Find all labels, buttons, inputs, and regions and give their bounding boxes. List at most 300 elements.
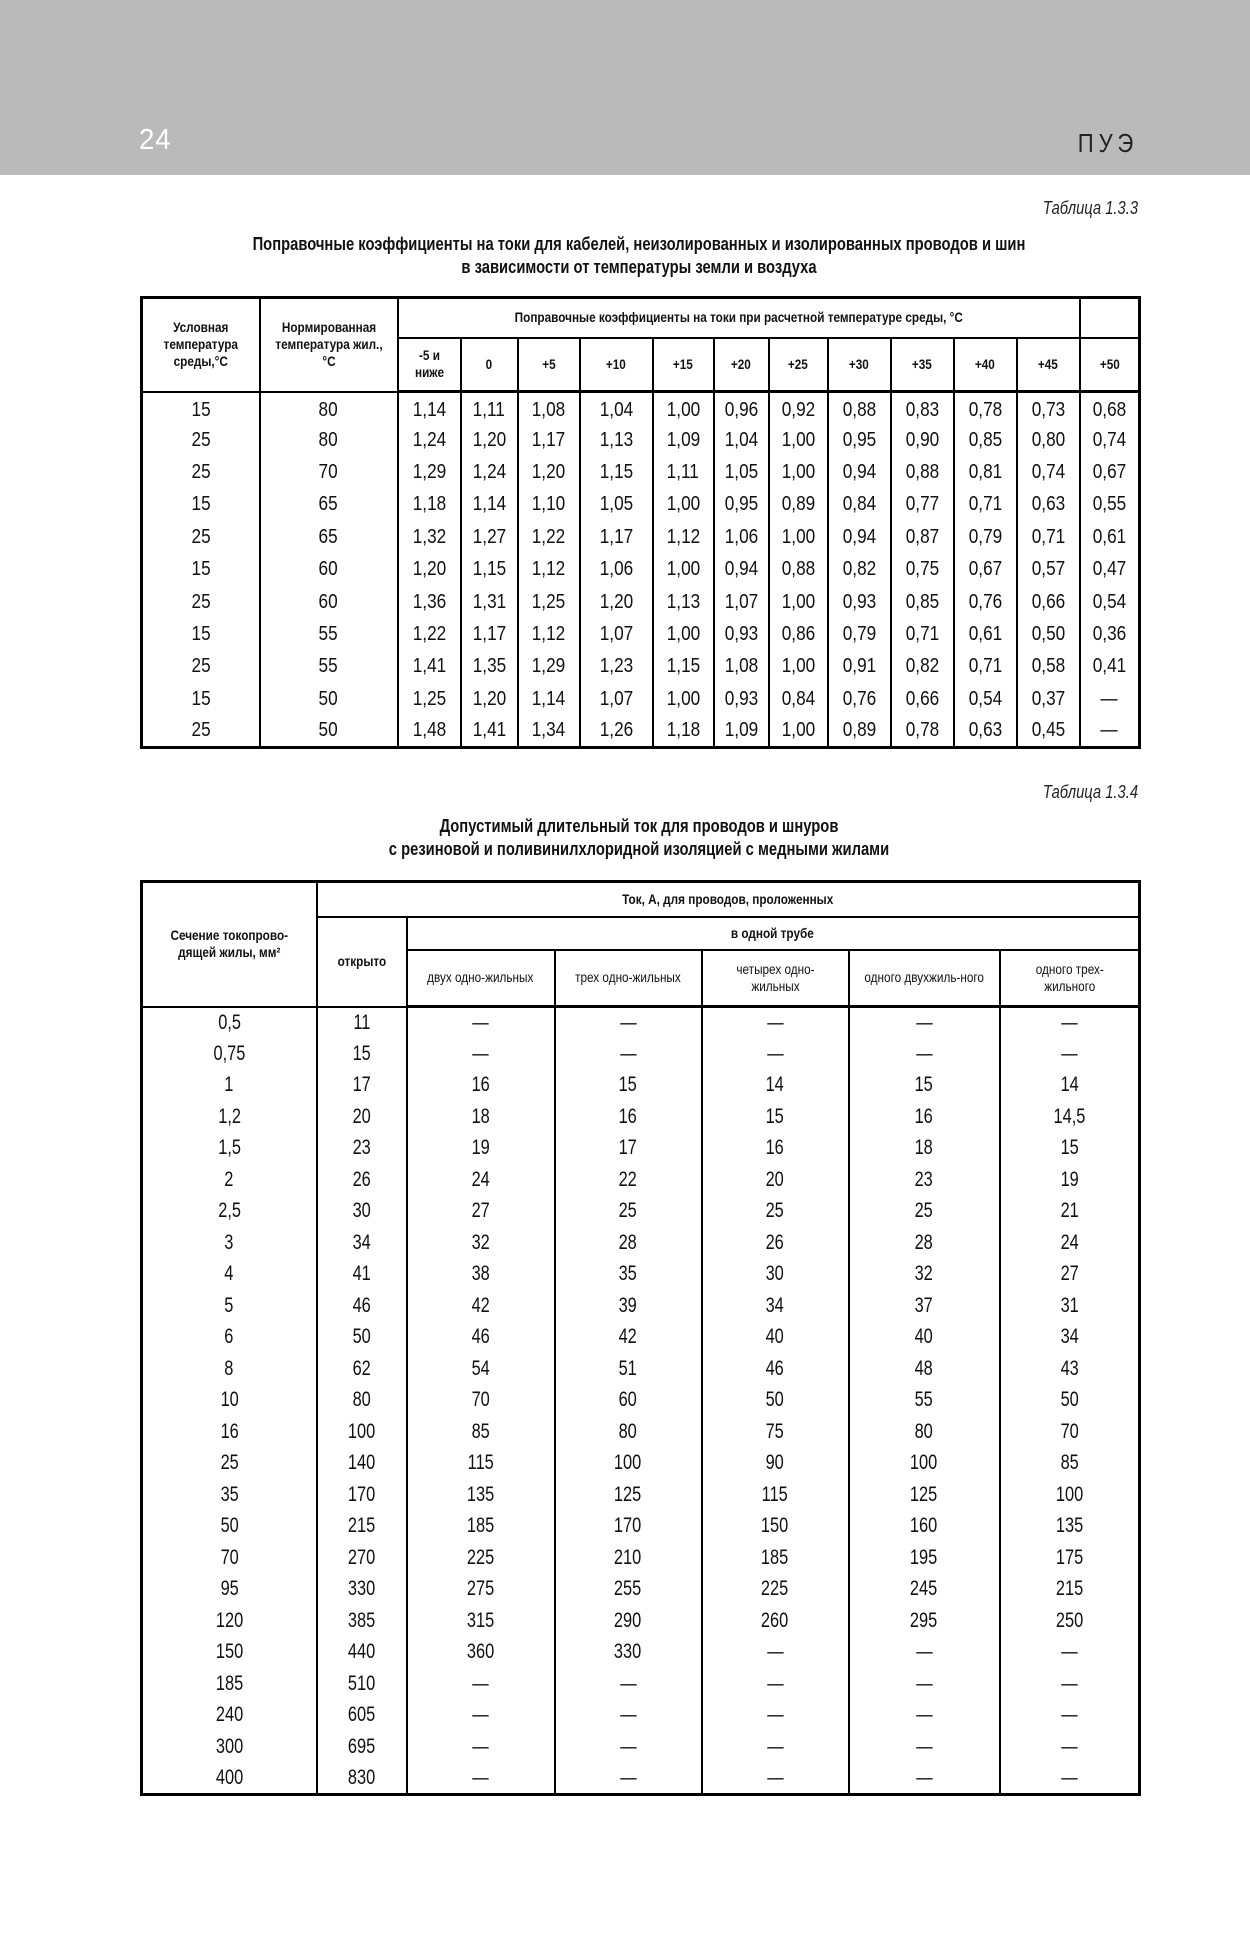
table-row [142, 456, 1140, 488]
table-cell: 16 [142, 1416, 317, 1448]
table-cell: 400 [142, 1763, 317, 1795]
table-cell: 1,36 [398, 586, 461, 618]
table-row [142, 683, 1140, 715]
table-cell: 185 [407, 1511, 555, 1543]
header-temp: 0 [461, 338, 518, 392]
table-cell: 1,15 [461, 553, 518, 585]
table-cell: 0,68 [1080, 392, 1140, 424]
table-cell: 290 [555, 1605, 702, 1637]
table-cell: 1,22 [518, 521, 580, 553]
table-cell: 60 [260, 586, 398, 618]
table-cell: 40 [849, 1322, 1000, 1354]
table-cell: 1,20 [580, 586, 653, 618]
table-cell: — [702, 1668, 849, 1700]
table-134-title-line1: Допустимый длительный ток для проводов и шнуров [439, 816, 839, 836]
table-cell: 43 [1000, 1353, 1140, 1385]
table-134-caption: Таблица 1.3.4 [1042, 782, 1138, 802]
table-cell: 0,73 [1017, 392, 1080, 424]
table-cell: 8 [142, 1353, 317, 1385]
table-cell: 1,20 [398, 553, 461, 585]
table-cell: 21 [1000, 1196, 1140, 1228]
table-cell: 0,54 [954, 683, 1017, 715]
table-cell: 170 [317, 1479, 407, 1511]
table-cell: 34 [1000, 1322, 1140, 1354]
table-cell: 62 [317, 1353, 407, 1385]
table-cell: 23 [317, 1133, 407, 1165]
table-row [142, 715, 1140, 747]
table-cell: 510 [317, 1668, 407, 1700]
table-cell: — [1000, 1637, 1140, 1669]
table-cell: 25 [555, 1196, 702, 1228]
table-cell: 240 [142, 1700, 317, 1732]
table-cell: 245 [849, 1574, 1000, 1606]
table-cell: — [702, 1038, 849, 1070]
table-cell: 1,06 [714, 521, 769, 553]
table-cell: 16 [555, 1101, 702, 1133]
table-row [142, 1164, 1140, 1196]
table-cell: 1,00 [769, 651, 828, 683]
table-cell: 2 [142, 1164, 317, 1196]
table-cell: 0,95 [828, 424, 891, 456]
table-cell: 0,66 [891, 683, 954, 715]
table-cell: 32 [849, 1259, 1000, 1291]
table-cell: 27 [1000, 1259, 1140, 1291]
table-cell: 34 [702, 1290, 849, 1322]
table-cell: 0,47 [1080, 553, 1140, 585]
table-cell: — [407, 1668, 555, 1700]
table-cell: 0,67 [954, 553, 1017, 585]
table-cell: 55 [849, 1385, 1000, 1417]
table-cell: 140 [317, 1448, 407, 1480]
table-row [142, 1038, 1140, 1070]
table-cell: 0,88 [828, 392, 891, 424]
table-cell: 1,17 [580, 521, 653, 553]
table-cell: 1,27 [461, 521, 518, 553]
table-row [142, 1133, 1140, 1165]
table-row [142, 1385, 1140, 1417]
table-cell: 1,08 [518, 392, 580, 424]
table-cell: 41 [317, 1259, 407, 1291]
table-cell: 1,41 [461, 715, 518, 747]
table-cell: 1,00 [653, 489, 714, 521]
header-temp: -5 и ниже [398, 338, 461, 392]
table-cell: 1,31 [461, 586, 518, 618]
table-cell: 225 [702, 1574, 849, 1606]
table-cell: 0,87 [891, 521, 954, 553]
table-133-title [230, 233, 1048, 279]
table-cell: 360 [407, 1637, 555, 1669]
table-cell: 95 [142, 1574, 317, 1606]
table-cell: 1,17 [518, 424, 580, 456]
table-cell: 15 [142, 489, 260, 521]
table-cell: 0,45 [1017, 715, 1080, 747]
table-row [142, 1574, 1140, 1606]
table-cell: 695 [317, 1731, 407, 1763]
table-cell: 0,74 [1080, 424, 1140, 456]
table-row [142, 1511, 1140, 1543]
table-cell: 14 [1000, 1070, 1140, 1102]
table-cell: 1,00 [653, 392, 714, 424]
table-cell: 0,92 [769, 392, 828, 424]
table-cell: 1,00 [769, 586, 828, 618]
table-cell: 0,76 [828, 683, 891, 715]
table-cell: 85 [1000, 1448, 1140, 1480]
table-cell: 0,89 [828, 715, 891, 747]
table-cell: 65 [260, 489, 398, 521]
table-cell: — [702, 1763, 849, 1795]
table-cell: 90 [702, 1448, 849, 1480]
table-cell: 24 [1000, 1227, 1140, 1259]
table-cell: 0,71 [1017, 521, 1080, 553]
header-sub: двух одно-жильных [407, 950, 555, 1007]
table-cell: 25 [142, 651, 260, 683]
table-cell: 1,06 [580, 553, 653, 585]
table-cell: 1,05 [714, 456, 769, 488]
table-cell: 16 [702, 1133, 849, 1165]
header-coefficients-group: Поправочные коэффициенты на токи при расчетной температуре среды, °С [398, 298, 1080, 338]
table-cell: 1,00 [653, 553, 714, 585]
table-cell: 100 [317, 1416, 407, 1448]
table-cell: — [407, 1007, 555, 1039]
table-cell: 38 [407, 1259, 555, 1291]
table-cell: 20 [317, 1101, 407, 1133]
table-cell: 385 [317, 1605, 407, 1637]
table-cell: 1,11 [653, 456, 714, 488]
table-cell: 0,95 [714, 489, 769, 521]
table-cell: 0,88 [769, 553, 828, 585]
table-row [142, 651, 1140, 683]
table-cell: — [407, 1731, 555, 1763]
table-cell: 50 [702, 1385, 849, 1417]
table-cell: 160 [849, 1511, 1000, 1543]
table-cell: 51 [555, 1353, 702, 1385]
table-cell: 1,24 [461, 456, 518, 488]
table-133 [140, 296, 1141, 749]
table-cell: 0,91 [828, 651, 891, 683]
table-133-body [142, 392, 1140, 748]
table-cell: 1,14 [461, 489, 518, 521]
table-cell: 0,82 [828, 553, 891, 585]
table-cell: 0,89 [769, 489, 828, 521]
table-cell: 1,23 [580, 651, 653, 683]
header-current-group: Ток, А, для проводов, проложенных [317, 882, 1140, 917]
table-cell: 60 [555, 1385, 702, 1417]
table-cell: 1,20 [461, 424, 518, 456]
table-cell: 0,85 [954, 424, 1017, 456]
table-cell: 135 [407, 1479, 555, 1511]
header-temp: +20 [714, 338, 769, 392]
table-cell: 15 [702, 1101, 849, 1133]
table-cell: 15 [142, 618, 260, 650]
table-cell: 80 [555, 1416, 702, 1448]
table-cell: 1,34 [518, 715, 580, 747]
table-cell: 25 [142, 1448, 317, 1480]
table-133-title-line1: Поправочные коэффициенты на токи для кабелей, неизолированных и изолированных проводов и шин [252, 234, 1026, 254]
table-cell: 330 [555, 1637, 702, 1669]
table-cell: 0,84 [828, 489, 891, 521]
table-cell: 0,67 [1080, 456, 1140, 488]
table-cell: 100 [849, 1448, 1000, 1480]
page-number: 24 [139, 124, 172, 156]
table-cell: 18 [849, 1133, 1000, 1165]
table-cell: 3 [142, 1227, 317, 1259]
table-cell: — [555, 1700, 702, 1732]
table-cell: 830 [317, 1763, 407, 1795]
table-cell: 125 [849, 1479, 1000, 1511]
table-row [142, 1007, 1140, 1039]
table-cell: 1,20 [518, 456, 580, 488]
table-cell: 0,5 [142, 1007, 317, 1039]
table-cell: 22 [555, 1164, 702, 1196]
table-cell: — [849, 1038, 1000, 1070]
table-cell: 1,15 [653, 651, 714, 683]
table-cell: 1,20 [461, 683, 518, 715]
table-row [142, 1070, 1140, 1102]
table-cell: 605 [317, 1700, 407, 1732]
table-cell: 1,04 [714, 424, 769, 456]
page-header [0, 0, 1250, 175]
header-ambient-temp: Условная температура среды,°С [142, 298, 260, 392]
table-cell: 330 [317, 1574, 407, 1606]
table-cell: 42 [555, 1322, 702, 1354]
header-temp: +45 [1017, 338, 1080, 392]
table-cell: 35 [142, 1479, 317, 1511]
table-cell: 25 [142, 715, 260, 747]
table-cell: 25 [142, 586, 260, 618]
header-core-temp: Нормированная температура жил., °С [260, 298, 398, 392]
table-cell: 1,18 [398, 489, 461, 521]
table-cell: 1,10 [518, 489, 580, 521]
table-cell: 0,71 [954, 651, 1017, 683]
table-cell: 0,93 [714, 618, 769, 650]
table-cell: 80 [317, 1385, 407, 1417]
running-title: ПУЭ [1077, 128, 1138, 158]
table-cell: 1,22 [398, 618, 461, 650]
table-cell: 1,18 [653, 715, 714, 747]
table-cell: — [407, 1700, 555, 1732]
table-row [142, 1542, 1140, 1574]
table-cell: 1,11 [461, 392, 518, 424]
table-cell: 25 [142, 424, 260, 456]
table-cell: 0,78 [954, 392, 1017, 424]
table-row [142, 618, 1140, 650]
table-row [142, 392, 1140, 424]
table-cell: 0,55 [1080, 489, 1140, 521]
table-cell: 100 [1000, 1479, 1140, 1511]
table-cell: 16 [849, 1101, 1000, 1133]
table-cell: 1,29 [398, 456, 461, 488]
table-cell: 300 [142, 1731, 317, 1763]
table-cell: 0,63 [954, 715, 1017, 747]
table-row [142, 1227, 1140, 1259]
table-cell: 15 [849, 1070, 1000, 1102]
table-cell: — [1080, 683, 1140, 715]
table-cell: 1,00 [769, 521, 828, 553]
table-cell: 70 [1000, 1416, 1140, 1448]
table-cell: 15 [555, 1070, 702, 1102]
table-cell: 0,71 [954, 489, 1017, 521]
table-cell: 0,80 [1017, 424, 1080, 456]
table-cell: 150 [702, 1511, 849, 1543]
table-cell: 50 [260, 715, 398, 747]
table-cell: 5 [142, 1290, 317, 1322]
table-cell: 195 [849, 1542, 1000, 1574]
table-cell: 0,94 [714, 553, 769, 585]
table-cell: 30 [317, 1196, 407, 1228]
table-cell: — [1000, 1038, 1140, 1070]
table-cell: — [555, 1731, 702, 1763]
table-row [142, 489, 1140, 521]
table-row [142, 1605, 1140, 1637]
table-cell: 50 [260, 683, 398, 715]
table-cell: 31 [1000, 1290, 1140, 1322]
table-cell: 25 [702, 1196, 849, 1228]
table-cell: 0,79 [828, 618, 891, 650]
table-cell: 295 [849, 1605, 1000, 1637]
table-cell: 70 [142, 1542, 317, 1574]
table-cell: 50 [317, 1322, 407, 1354]
table-cell: 135 [1000, 1511, 1140, 1543]
table-cell: 25 [142, 521, 260, 553]
table-cell: 115 [407, 1448, 555, 1480]
table-cell: — [1080, 715, 1140, 747]
table-cell: — [702, 1731, 849, 1763]
table-row [142, 586, 1140, 618]
table-row [142, 1322, 1140, 1354]
table-cell: 37 [849, 1290, 1000, 1322]
table-cell: — [1000, 1700, 1140, 1732]
table-cell: 26 [702, 1227, 849, 1259]
table-cell: 1,32 [398, 521, 461, 553]
table-cell: 15 [1000, 1133, 1140, 1165]
header-temp: +50 [1080, 338, 1140, 392]
table-cell: 40 [702, 1322, 849, 1354]
table-row [142, 424, 1140, 456]
header-sub: одного трех-жильного [1000, 950, 1140, 1007]
header-sub: трех одно-жильных [555, 950, 702, 1007]
header-in-pipe: в одной трубе [407, 917, 1140, 950]
table-cell: 24 [407, 1164, 555, 1196]
table-cell: 1,14 [518, 683, 580, 715]
table-134-title-line2: с резиновой и поливинилхлоридной изоляцией с медными жилами [388, 839, 890, 859]
header-temp: +10 [580, 338, 653, 392]
table-cell: — [555, 1007, 702, 1039]
header-temp: +15 [653, 338, 714, 392]
table-cell: 0,82 [891, 651, 954, 683]
table-cell: 0,84 [769, 683, 828, 715]
table-cell: 0,81 [954, 456, 1017, 488]
table-cell: 0,54 [1080, 586, 1140, 618]
table-cell: 210 [555, 1542, 702, 1574]
table-cell: 70 [260, 456, 398, 488]
table-cell: — [555, 1038, 702, 1070]
table-cell: 15 [142, 683, 260, 715]
table-cell: — [849, 1668, 1000, 1700]
table-row [142, 553, 1140, 585]
header-sub: одного двухжиль-ного [849, 950, 1000, 1007]
table-cell: 0,63 [1017, 489, 1080, 521]
table-cell: 1,35 [461, 651, 518, 683]
table-cell: 185 [702, 1542, 849, 1574]
table-cell: 75 [702, 1416, 849, 1448]
header-temp: +40 [954, 338, 1017, 392]
table-cell: 39 [555, 1290, 702, 1322]
table-cell: 0,77 [891, 489, 954, 521]
table-134-title [230, 815, 1048, 861]
table-row [142, 1448, 1140, 1480]
table-cell: 0,75 [891, 553, 954, 585]
header-open: открыто [317, 917, 407, 1007]
table-cell: 80 [260, 424, 398, 456]
table-row [142, 1416, 1140, 1448]
table-cell: 4 [142, 1259, 317, 1291]
table-cell: 20 [702, 1164, 849, 1196]
table-cell: 1,29 [518, 651, 580, 683]
table-cell: 50 [1000, 1385, 1140, 1417]
table-cell: 315 [407, 1605, 555, 1637]
table-cell: 15 [317, 1038, 407, 1070]
header-temp: +25 [769, 338, 828, 392]
table-cell: 1,14 [398, 392, 461, 424]
table-cell: 0,61 [954, 618, 1017, 650]
table-cell: 0,79 [954, 521, 1017, 553]
table-cell: 0,57 [1017, 553, 1080, 585]
table-cell: 1,26 [580, 715, 653, 747]
table-cell: 255 [555, 1574, 702, 1606]
table-cell: 1,07 [714, 586, 769, 618]
table-cell: 10 [142, 1385, 317, 1417]
table-cell: 15 [142, 392, 260, 424]
table-cell: — [407, 1763, 555, 1795]
table-cell: — [849, 1700, 1000, 1732]
table-cell: 0,85 [891, 586, 954, 618]
table-cell: — [1000, 1007, 1140, 1039]
header-temp: +30 [828, 338, 891, 392]
table-cell: 0,83 [891, 392, 954, 424]
table-cell: 50 [142, 1511, 317, 1543]
table-cell: 80 [260, 392, 398, 424]
table-cell: 1,48 [398, 715, 461, 747]
table-cell: 18 [407, 1101, 555, 1133]
table-cell: 70 [407, 1385, 555, 1417]
table-row [142, 1763, 1140, 1795]
table-cell: 1,12 [653, 521, 714, 553]
table-cell: 46 [407, 1322, 555, 1354]
table-cell: 0,74 [1017, 456, 1080, 488]
table-cell: 16 [407, 1070, 555, 1102]
table-row [142, 1479, 1140, 1511]
table-cell: 1,15 [580, 456, 653, 488]
table-cell: 170 [555, 1511, 702, 1543]
table-cell: 1,25 [518, 586, 580, 618]
header-sub: четырех одно-жильных [702, 950, 849, 1007]
table-cell: 25 [849, 1196, 1000, 1228]
table-cell: 6 [142, 1322, 317, 1354]
table-cell: 120 [142, 1605, 317, 1637]
table-cell: 1,09 [653, 424, 714, 456]
table-cell: — [1000, 1668, 1140, 1700]
table-cell: 2,5 [142, 1196, 317, 1228]
table-cell: 215 [1000, 1574, 1140, 1606]
table-row [142, 1353, 1140, 1385]
table-cell: 28 [849, 1227, 1000, 1259]
table-cell: 0,86 [769, 618, 828, 650]
table-cell: — [407, 1038, 555, 1070]
table-cell: 1,07 [580, 618, 653, 650]
table-cell: — [849, 1731, 1000, 1763]
table-cell: 0,90 [891, 424, 954, 456]
table-cell: 17 [555, 1133, 702, 1165]
